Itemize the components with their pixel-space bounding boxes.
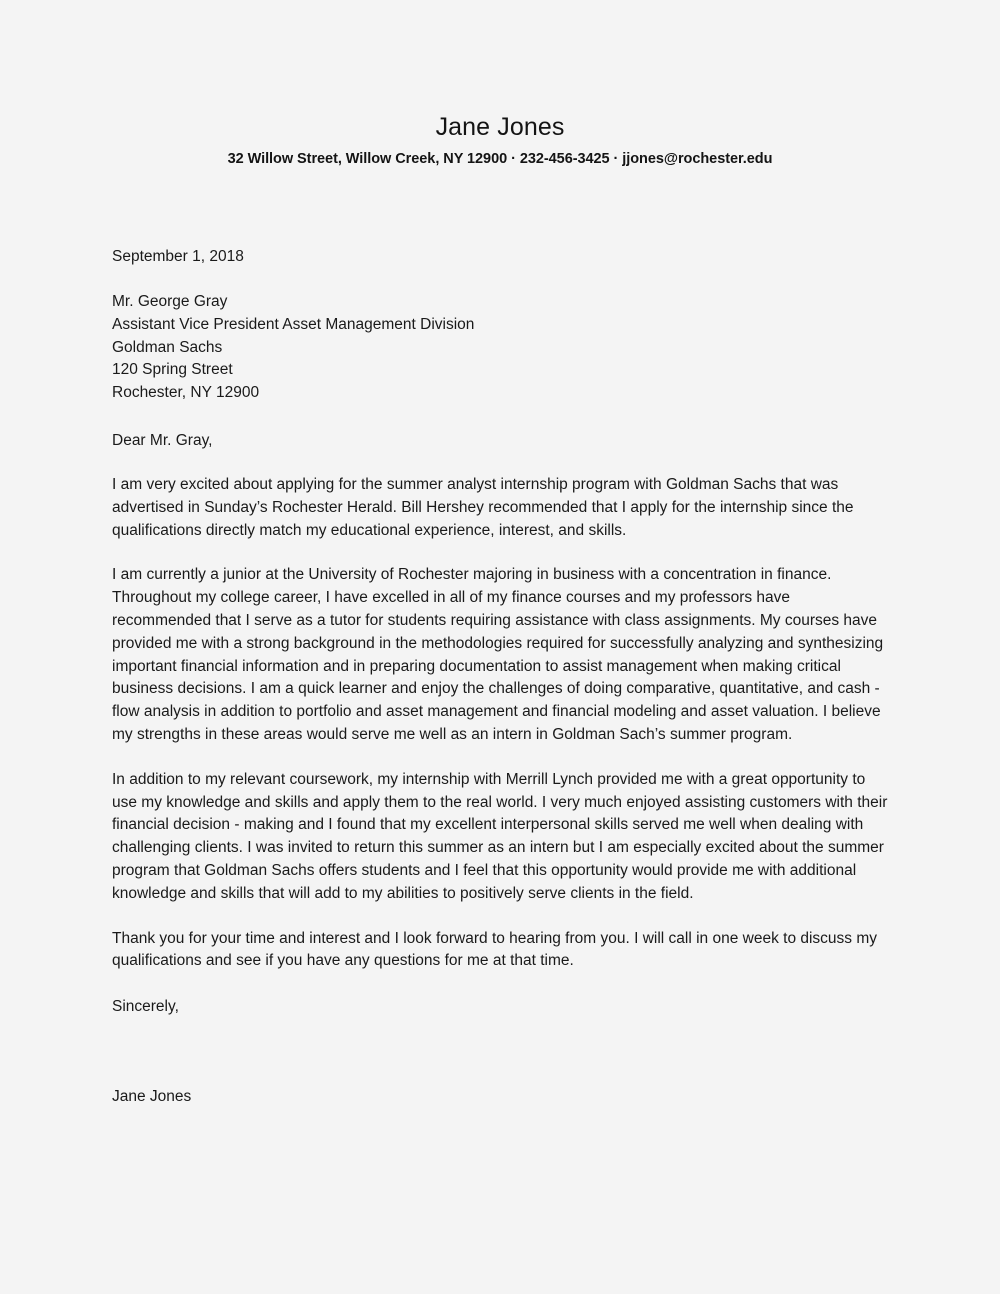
recipient-address-block bbox=[112, 291, 888, 405]
body-paragraph-2: I am currently a junior at the University of Rochester majoring in business with a concentration in finance. Throughout my college career, I have excelled in all of my finance courses and my professors have recommended that I serve as a tutor for students requiring assistance with class assignments. My courses have provided me with a strong background in the methodologies required for successfully analyzing and synthesizing important financial information and in preparing documentation to assist management when making critical business decisions. I am a quick learner and enjoy the challenges of doing comparative, quantitative, and cash - flow analysis in addition to portfolio and asset management and financial modeling and asset valuation. I believe my strengths in these areas would serve me well as an intern in Goldman Sach’s summer program. bbox=[112, 566, 884, 743]
letterhead bbox=[0, 0, 1000, 169]
recipient-company: Goldman Sachs bbox=[112, 338, 223, 356]
body-paragraph-4: Thank you for your time and interest and I look forward to hearing from you. I will call in one week to discuss my qualifications and see if you have any questions for me at that time. bbox=[112, 929, 878, 970]
recipient-street: 120 Spring Street bbox=[112, 361, 233, 379]
body-paragraph-1: I am very excited about applying for the summer analyst internship program with Goldman Sachs that was advertised in Sunday’s Rochester Herald. Bill Hershey recommended that I apply for the internship since the qualifications directly match my educational experience, interest, and skills. bbox=[112, 475, 854, 539]
closing-salutation: Sincerely, bbox=[112, 998, 179, 1016]
applicant-name: Jane Jones bbox=[435, 113, 565, 141]
letter-date: September 1, 2018 bbox=[112, 248, 244, 265]
recipient-title: Assistant Vice President Asset Management Division bbox=[112, 315, 475, 333]
recipient-name: Mr. George Gray bbox=[112, 293, 228, 310]
recipient-city-state-zip: Rochester, NY 12900 bbox=[112, 384, 260, 402]
applicant-contact-line: 32 Willow Street, Willow Creek, NY 12900 · 232-456-3425 · jjones@rochester.edu bbox=[227, 151, 773, 167]
letter-body bbox=[112, 169, 888, 1108]
salutation: Dear Mr. Gray, bbox=[112, 431, 213, 449]
body-paragraph-3: In addition to my relevant coursework, my internship with Merrill Lynch provided me with a great opportunity to use my knowledge and skills and apply them to the real world. I very much enjoyed assisting customers with their financial decision - making and I found that my excellent interpersonal skills served me well when dealing with challenging clients. I was invited to return this summer as an intern but I am especially excited about the summer program that Goldman Sachs offers students and I feel that this opportunity would provide me with additional knowledge and skills that will add to my abilities to positively serve clients in the field. bbox=[112, 770, 888, 902]
signature-name: Jane Jones bbox=[112, 1088, 192, 1106]
